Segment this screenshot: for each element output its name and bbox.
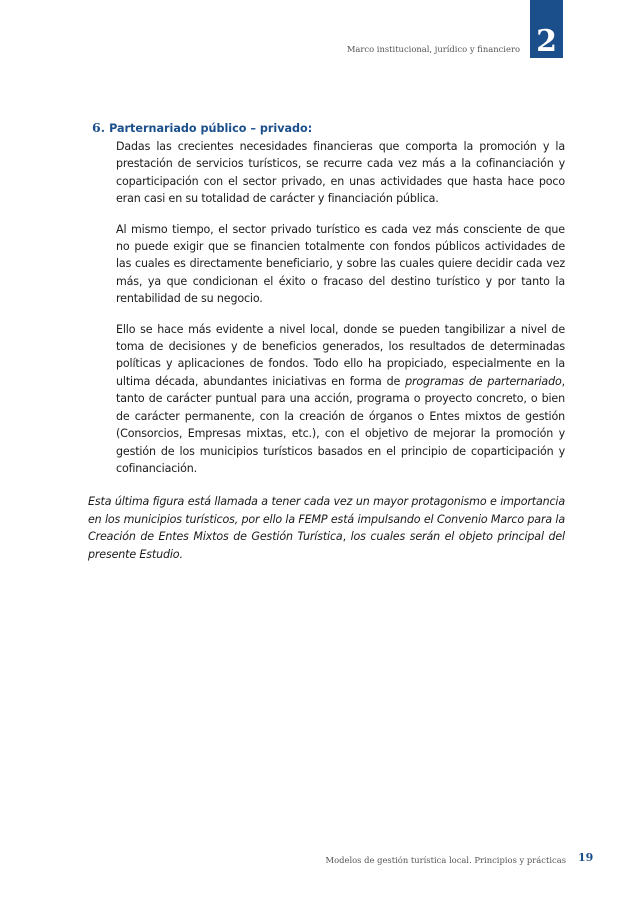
paragraph-3-start: Ello se hace más evidente a nivel local, donde se pueden tangibilizar a nivel de toma de decisiones y de beneficios generados, los resultados de determinadas políticas y aplicaciones de fondos. Todo ello ha propiciado, especialmente en la ultima década, abundantes iniciativas en forma de (116, 322, 565, 388)
closing-comma: , (342, 530, 346, 544)
running-header: Marco institucional, jurídico y financiero (346, 44, 520, 54)
section-number: 6. (92, 120, 106, 135)
section-title-text: Parternariado público – privado: (109, 122, 313, 135)
section-heading (92, 120, 565, 136)
paragraph-2: Al mismo tiempo, el sector privado turístico es cada vez más consciente de que no puede exigir que se financien totalmente con fondos públicos actividades de las cuales es directamente beneficiario, y sobre las cuales quiere decidir cada vez más, ya que condicionan el éxito o fracaso del destino turístico y por tanto la rentabilidad de su negocio. (116, 222, 565, 306)
page-number: 19 (578, 851, 594, 864)
paragraph-1: Dadas las crecientes necesidades financieras que comporta la promoción y la prestación de servicios turísticos, se recurre cada vez más a la cofinanciación y coparticipación con el sector privado, en unas actividades que hasta hace poco eran casi en su totalidad de carácter y financiación pública. (116, 140, 565, 206)
paragraph-3 (116, 321, 565, 478)
closing-end: los cuales serán el objeto principal del presente Estudio. (88, 530, 565, 561)
closing-paragraph (88, 493, 565, 563)
paragraph-3-end: , tanto de carácter puntual para una acción, programa o proyecto concreto, o bien de carácter permanente, con la creación de órganos o Entes mixtos de gestión (Consorcios, Empresas mixtas, etc.), con el objetivo de mejorar la promoción y gestión de los municipios turísticos basados en el principio de coparticipación y cofinanciación. (116, 374, 565, 475)
running-footer: Modelos de gestión turística local. Principios y prácticas (325, 855, 566, 865)
chapter-number-tab: 2 (530, 0, 563, 58)
paragraph-3-emphasis: programas de parternariado (405, 374, 562, 388)
section-partnership (88, 120, 565, 563)
closing-start: Esta última figura está llamada a tener cada vez un mayor protagonismo e importancia en los municipios turísticos, por ello la FEMP está impulsando el Convenio Marco para la Creación de Entes Mixtos de Gestión Turística (88, 495, 565, 544)
